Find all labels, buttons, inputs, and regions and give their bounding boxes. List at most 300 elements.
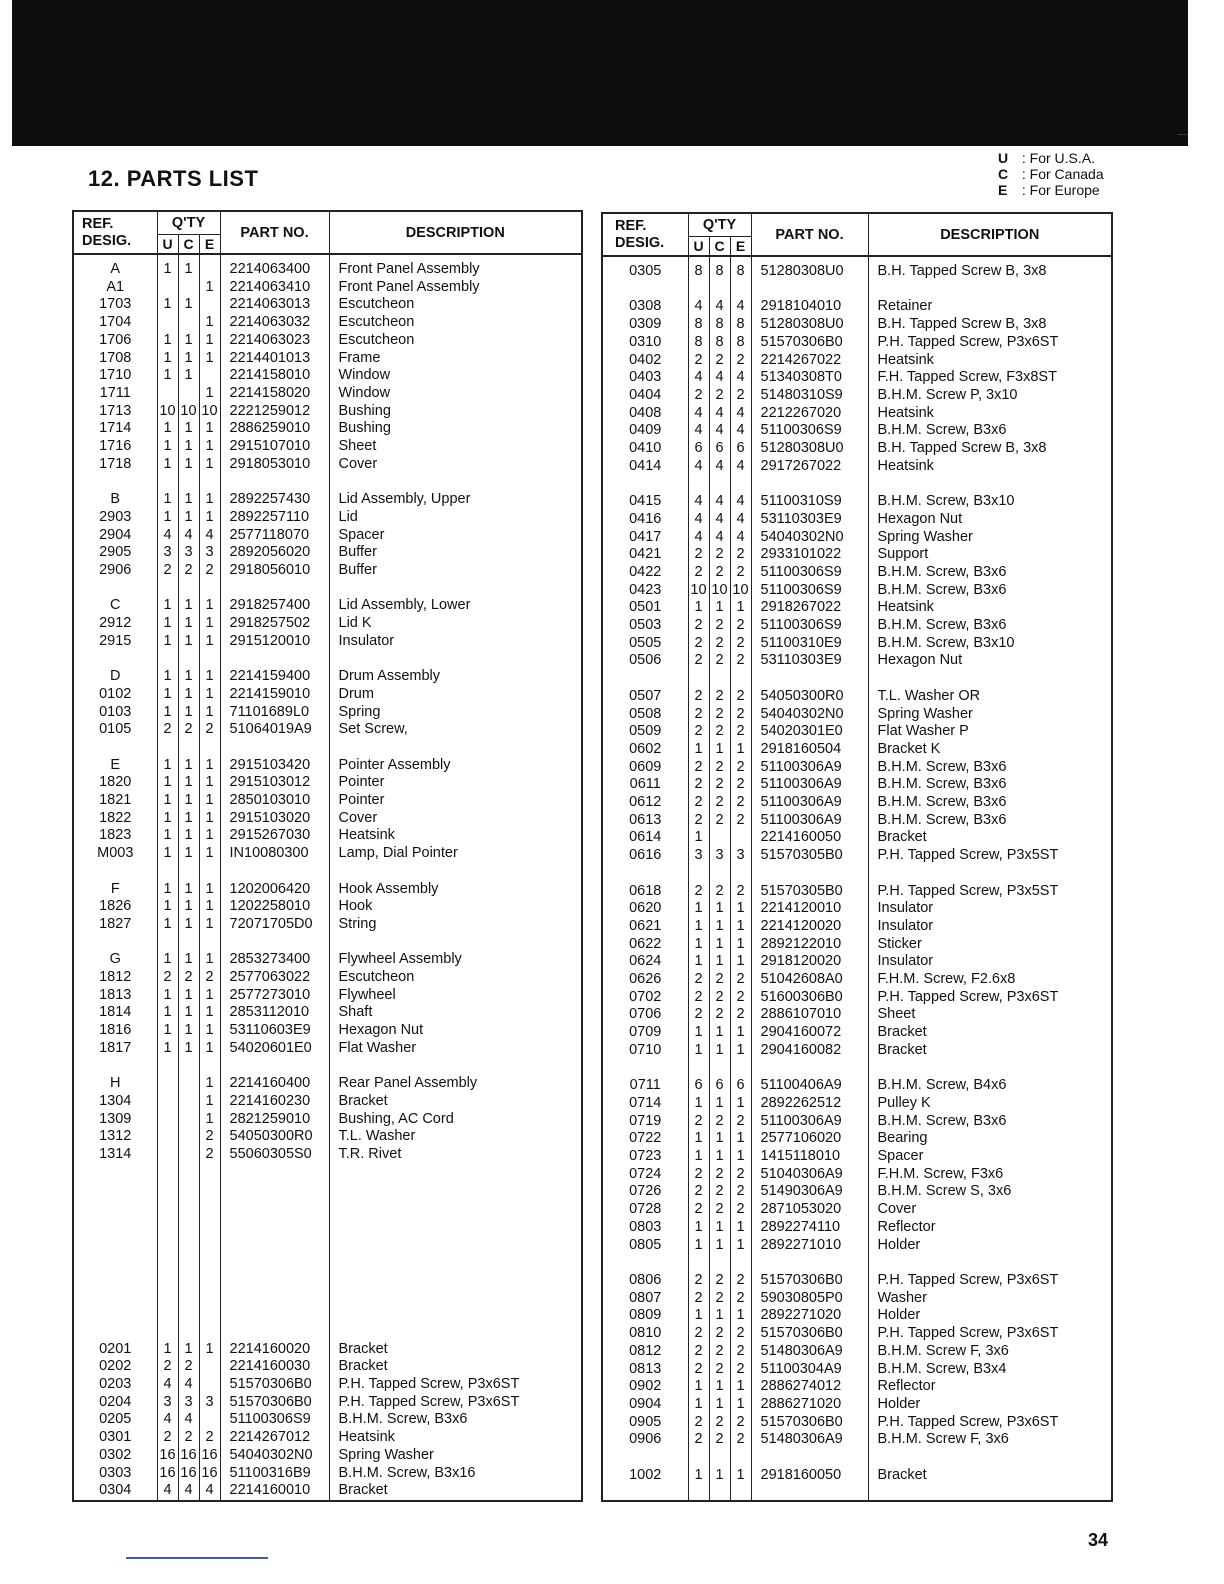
- filler-cell: [329, 1500, 582, 1501]
- spacer-row: [73, 1270, 582, 1288]
- part-no-cell: 2892262512: [751, 1095, 868, 1113]
- part-no-cell: 54050300R0: [751, 688, 868, 706]
- part-no-cell: 2892122010: [751, 936, 868, 954]
- qty-u-cell: 2: [688, 635, 709, 653]
- part-no-cell: 54020301E0: [751, 723, 868, 741]
- qty-u-cell: 2: [688, 352, 709, 370]
- parts-row: [73, 509, 582, 527]
- part-no-cell: [220, 1235, 329, 1253]
- qty-e-cell: 1: [199, 279, 220, 297]
- qty-u-cell: 1: [157, 491, 178, 509]
- qty-e-cell: 2: [730, 989, 751, 1007]
- part-no-cell: [220, 1199, 329, 1217]
- qty-u-cell: 2: [688, 1183, 709, 1201]
- ref-desig-cell: 1710: [73, 367, 157, 385]
- ref-desig-cell: 0726: [602, 1183, 688, 1201]
- ref-desig-cell: 1826: [73, 898, 157, 916]
- description-cell: Cover: [329, 810, 582, 828]
- section-title: 12. PARTS LIST: [88, 166, 259, 191]
- qty-u-cell: 1: [157, 898, 178, 916]
- filler-cell: [602, 1484, 688, 1501]
- part-no-cell: 51570306B0: [220, 1394, 329, 1412]
- description-cell: Hook: [329, 898, 582, 916]
- part-no-cell: 51064019A9: [220, 721, 329, 739]
- part-no-cell: 51100306A9: [751, 812, 868, 830]
- qty-e-cell: 1: [199, 916, 220, 934]
- qty-e-cell: 1: [199, 1022, 220, 1040]
- qty-c-cell: 1: [709, 1467, 730, 1485]
- qty-u-cell: 2: [688, 759, 709, 777]
- ref-desig-cell: 0620: [602, 900, 688, 918]
- qty-e-cell: 4: [730, 369, 751, 387]
- qty-c-cell: [709, 475, 730, 493]
- qty-e-cell: 2: [730, 1361, 751, 1379]
- qty-u-cell: 1: [157, 438, 178, 456]
- description-cell: [868, 281, 1112, 299]
- parts-row: [73, 1093, 582, 1111]
- ref-desig-header: [602, 213, 688, 256]
- description-cell: B.H.M. Screw, B3x4: [868, 1361, 1112, 1379]
- qty-c-cell: 2: [709, 1113, 730, 1131]
- qty-c-cell: 4: [709, 298, 730, 316]
- qty-c-cell: [178, 1217, 199, 1235]
- ref-desig-cell: 0422: [602, 564, 688, 582]
- qty-u-cell: 1: [157, 597, 178, 615]
- qty-u-cell: 1: [688, 1148, 709, 1166]
- ref-desig-cell: 1820: [73, 774, 157, 792]
- ref-desig-cell: 0105: [73, 721, 157, 739]
- description-header: DESCRIPTION: [329, 211, 582, 254]
- ref-desig-cell: 1812: [73, 969, 157, 987]
- parts-row: [73, 597, 582, 615]
- legend-code: E: [998, 182, 1008, 198]
- part-no-cell: 2853112010: [220, 1004, 329, 1022]
- qty-c-cell: 1: [178, 810, 199, 828]
- qty-u-cell: [157, 580, 178, 598]
- ref-desig-cell: 1708: [73, 350, 157, 368]
- ref-desig-cell: 2915: [73, 633, 157, 651]
- ref-desig-cell: 0403: [602, 369, 688, 387]
- qty-e-cell: 1: [199, 615, 220, 633]
- qty-c-cell: 1: [709, 936, 730, 954]
- part-no-cell: 51570306B0: [751, 1325, 868, 1343]
- description-cell: Pointer Assembly: [329, 757, 582, 775]
- description-cell: Rear Panel Assembly: [329, 1075, 582, 1093]
- ref-desig-cell: 0421: [602, 546, 688, 564]
- description-cell: [329, 1305, 582, 1323]
- qty-e-cell: 2: [199, 562, 220, 580]
- description-cell: [329, 1058, 582, 1076]
- parts-row: [73, 1111, 582, 1129]
- qty-u-cell: 2: [688, 652, 709, 670]
- part-no-cell: 51570305B0: [751, 847, 868, 865]
- qty-u-cell: 1: [157, 916, 178, 934]
- part-no-cell: [220, 1323, 329, 1341]
- parts-row: [73, 420, 582, 438]
- part-no-cell: 51100310E9: [751, 635, 868, 653]
- description-cell: [329, 739, 582, 757]
- qty-u-cell: 8: [688, 256, 709, 281]
- ref-desig-cell: A: [73, 254, 157, 279]
- ref-desig-cell: 0205: [73, 1411, 157, 1429]
- qty-c-cell: [709, 829, 730, 847]
- ref-desig-cell: H: [73, 1075, 157, 1093]
- parts-row: [73, 1004, 582, 1022]
- ref-desig-cell: 0416: [602, 511, 688, 529]
- qty-u-cell: 2: [157, 721, 178, 739]
- qty-c-cell: 16: [178, 1465, 199, 1483]
- description-cell: Escutcheon: [329, 296, 582, 314]
- qty-u-cell: 6: [688, 1077, 709, 1095]
- parts-row: [73, 1482, 582, 1500]
- description-cell: B.H.M. Screw, B3x6: [868, 794, 1112, 812]
- qty-e-cell: [199, 580, 220, 598]
- qty-e-cell: [199, 650, 220, 668]
- part-no-cell: 54050300R0: [220, 1128, 329, 1146]
- description-cell: [329, 1252, 582, 1270]
- qty-e-cell: 1: [730, 599, 751, 617]
- parts-row: [602, 511, 1112, 529]
- qty-e-cell: 2: [199, 721, 220, 739]
- qty-c-cell: 3: [709, 847, 730, 865]
- description-cell: Flat Washer P: [868, 723, 1112, 741]
- part-no-cell: IN10080300: [220, 845, 329, 863]
- description-cell: Spring: [329, 704, 582, 722]
- description-cell: P.H. Tapped Screw, P3x5ST: [868, 847, 1112, 865]
- ref-desig-cell: 0402: [602, 352, 688, 370]
- qty-u-cell: 3: [157, 1394, 178, 1412]
- ref-desig-cell: 0710: [602, 1042, 688, 1060]
- qty-u-cell: 1: [157, 668, 178, 686]
- part-no-cell: [220, 580, 329, 598]
- part-no-cell: 54040302N0: [751, 529, 868, 547]
- parts-row: [73, 1429, 582, 1447]
- description-cell: B.H.M. Screw, B3x6: [868, 564, 1112, 582]
- parts-row: [602, 759, 1112, 777]
- qty-u-cell: [157, 650, 178, 668]
- qty-e-cell: [199, 1217, 220, 1235]
- part-no-cell: 2577063022: [220, 969, 329, 987]
- page-number: 34: [1088, 1530, 1109, 1550]
- part-no-cell: 51100304A9: [751, 1361, 868, 1379]
- ref-desig-cell: 0702: [602, 989, 688, 1007]
- part-no-cell: 53110303E9: [751, 652, 868, 670]
- filler-cell: [751, 1484, 868, 1501]
- parts-row: [602, 1113, 1112, 1131]
- spacer-row: [73, 1252, 582, 1270]
- part-no-cell: 2214120010: [751, 900, 868, 918]
- part-no-cell: 51570306B0: [751, 1272, 868, 1290]
- ref-desig-cell: 0813: [602, 1361, 688, 1379]
- qty-e-cell: [199, 254, 220, 279]
- qty-e-cell: [199, 1181, 220, 1199]
- qty-u-cell: 4: [157, 1376, 178, 1394]
- description-cell: Sticker: [868, 936, 1112, 954]
- qty-e-cell: 1: [199, 420, 220, 438]
- ref-desig-cell: 0616: [602, 847, 688, 865]
- description-cell: B.H.M. Screw, B3x6: [868, 776, 1112, 794]
- qty-c-header: C: [178, 235, 199, 255]
- part-no-cell: 51100306A9: [751, 776, 868, 794]
- description-cell: F.H. Tapped Screw, F3x8ST: [868, 369, 1112, 387]
- qty-c-header: C: [709, 237, 730, 257]
- qty-e-cell: 1: [730, 1237, 751, 1255]
- ref-desig-cell: [73, 1199, 157, 1217]
- part-no-cell: 51570306B0: [220, 1376, 329, 1394]
- ref-desig-cell: 0812: [602, 1343, 688, 1361]
- qty-u-cell: 1: [157, 254, 178, 279]
- qty-e-cell: 2: [730, 1183, 751, 1201]
- part-no-cell: 2214160230: [220, 1093, 329, 1111]
- part-no-cell: 2918120020: [751, 953, 868, 971]
- ref-header-line2: DESIG.: [82, 232, 132, 249]
- description-cell: Flat Washer: [329, 1040, 582, 1058]
- description-cell: Spacer: [329, 527, 582, 545]
- qty-u-cell: [157, 863, 178, 881]
- qty-c-cell: 2: [709, 1006, 730, 1024]
- parts-row: [73, 704, 582, 722]
- description-header: DESCRIPTION: [868, 213, 1112, 256]
- description-cell: Cover: [329, 456, 582, 474]
- qty-c-cell: 4: [709, 422, 730, 440]
- description-cell: Spring Washer: [329, 1447, 582, 1465]
- description-cell: B.H.M. Screw, B4x6: [868, 1077, 1112, 1095]
- description-cell: Drum: [329, 686, 582, 704]
- qty-c-cell: 2: [178, 1358, 199, 1376]
- description-cell: Cover: [868, 1201, 1112, 1219]
- part-no-cell: [220, 1217, 329, 1235]
- qty-u-cell: [157, 1164, 178, 1182]
- qty-u-cell: 2: [688, 1290, 709, 1308]
- parts-row: [602, 652, 1112, 670]
- description-cell: [329, 1181, 582, 1199]
- parts-row: [602, 1290, 1112, 1308]
- qty-c-cell: 1: [178, 1341, 199, 1359]
- parts-row: [73, 1447, 582, 1465]
- qty-e-cell: 2: [730, 617, 751, 635]
- part-no-cell: 51280308U0: [751, 256, 868, 281]
- part-no-cell: 2933101022: [751, 546, 868, 564]
- part-no-cell: [220, 739, 329, 757]
- qty-e-cell: 1: [730, 1095, 751, 1113]
- parts-table-left: [72, 210, 583, 1502]
- qty-e-cell: 2: [730, 794, 751, 812]
- parts-row: [73, 1341, 582, 1359]
- ref-desig-cell: 1703: [73, 296, 157, 314]
- qty-e-header: E: [199, 235, 220, 255]
- qty-c-cell: 1: [178, 792, 199, 810]
- parts-row: [602, 971, 1112, 989]
- part-no-cell: [220, 1305, 329, 1323]
- part-no-cell: 2214063032: [220, 314, 329, 332]
- qty-e-cell: 2: [730, 352, 751, 370]
- ref-desig-cell: D: [73, 668, 157, 686]
- description-cell: Reflector: [868, 1378, 1112, 1396]
- parts-row: [602, 1024, 1112, 1042]
- parts-row: [602, 256, 1112, 281]
- qty-header: Q'TY: [688, 213, 751, 237]
- description-cell: B.H.M. Screw, B3x6: [868, 582, 1112, 600]
- ref-desig-cell: [602, 281, 688, 299]
- qty-e-cell: 4: [730, 529, 751, 547]
- qty-c-cell: 1: [709, 1095, 730, 1113]
- ref-desig-cell: 0202: [73, 1358, 157, 1376]
- part-no-cell: 51042608A0: [751, 971, 868, 989]
- parts-row: [602, 440, 1112, 458]
- qty-c-cell: 1: [178, 1022, 199, 1040]
- qty-e-cell: 2: [730, 883, 751, 901]
- ref-desig-cell: 0806: [602, 1272, 688, 1290]
- qty-e-cell: 2: [730, 387, 751, 405]
- ref-desig-cell: 0423: [602, 582, 688, 600]
- qty-u-cell: 2: [688, 1361, 709, 1379]
- parts-row: [73, 916, 582, 934]
- qty-e-cell: 1: [199, 1004, 220, 1022]
- qty-u-cell: 2: [688, 1343, 709, 1361]
- part-no-cell: [220, 1252, 329, 1270]
- ref-desig-cell: 0723: [602, 1148, 688, 1166]
- qty-c-cell: 2: [709, 883, 730, 901]
- qty-c-cell: 1: [178, 987, 199, 1005]
- description-cell: Shaft: [329, 1004, 582, 1022]
- qty-u-cell: 1: [688, 1024, 709, 1042]
- description-cell: T.R. Rivet: [329, 1146, 582, 1164]
- qty-c-cell: 10: [178, 403, 199, 421]
- ref-desig-cell: 0410: [602, 440, 688, 458]
- ref-desig-cell: 1716: [73, 438, 157, 456]
- qty-e-cell: 1: [199, 385, 220, 403]
- description-cell: Front Panel Assembly: [329, 254, 582, 279]
- filler-cell: [157, 1500, 178, 1501]
- qty-e-cell: [199, 1376, 220, 1394]
- ref-desig-cell: 0906: [602, 1431, 688, 1449]
- qty-e-cell: [199, 863, 220, 881]
- qty-c-cell: 2: [709, 989, 730, 1007]
- top-black-band: [12, 0, 1188, 146]
- qty-c-cell: 2: [178, 562, 199, 580]
- part-no-cell: 51570305B0: [751, 883, 868, 901]
- qty-e-cell: 1: [730, 1467, 751, 1485]
- qty-c-cell: 1: [709, 1237, 730, 1255]
- parts-row: [73, 562, 582, 580]
- ref-desig-cell: 0724: [602, 1166, 688, 1184]
- filler-cell: [709, 1484, 730, 1501]
- qty-e-cell: 1: [730, 1024, 751, 1042]
- parts-row: [73, 491, 582, 509]
- description-cell: Set Screw,: [329, 721, 582, 739]
- parts-row: [602, 1325, 1112, 1343]
- parts-row: [73, 296, 582, 314]
- description-cell: Bearing: [868, 1130, 1112, 1148]
- qty-u-cell: 1: [688, 599, 709, 617]
- qty-c-cell: [178, 739, 199, 757]
- ref-desig-cell: 0303: [73, 1465, 157, 1483]
- description-cell: Lid Assembly, Lower: [329, 597, 582, 615]
- ref-desig-cell: 0609: [602, 759, 688, 777]
- description-cell: P.H. Tapped Screw, P3x6ST: [868, 989, 1112, 1007]
- qty-u-cell: 1: [157, 1040, 178, 1058]
- part-no-cell: 51480306A9: [751, 1431, 868, 1449]
- parts-row: [602, 1042, 1112, 1060]
- part-no-cell: 54040302N0: [751, 706, 868, 724]
- parts-row: [602, 883, 1112, 901]
- qty-e-cell: 6: [730, 440, 751, 458]
- description-cell: P.H. Tapped Screw, P3x6ST: [329, 1394, 582, 1412]
- parts-row: [602, 422, 1112, 440]
- qty-u-cell: 1: [157, 845, 178, 863]
- qty-c-cell: [178, 1058, 199, 1076]
- qty-e-cell: [199, 296, 220, 314]
- qty-u-cell: 8: [688, 334, 709, 352]
- description-cell: Buffer: [329, 562, 582, 580]
- qty-e-cell: 3: [730, 847, 751, 865]
- description-cell: Front Panel Assembly: [329, 279, 582, 297]
- qty-c-cell: 4: [178, 1411, 199, 1429]
- part-no-cell: 2917267022: [751, 458, 868, 476]
- qty-c-cell: 1: [709, 741, 730, 759]
- parts-row: [602, 493, 1112, 511]
- qty-u-cell: 1: [688, 1095, 709, 1113]
- spacer-row: [73, 1181, 582, 1199]
- parts-row: [602, 953, 1112, 971]
- filler-cell: [868, 1484, 1112, 1501]
- part-no-cell: [751, 1060, 868, 1078]
- qty-u-cell: 1: [157, 827, 178, 845]
- description-cell: Holder: [868, 1237, 1112, 1255]
- description-cell: [329, 1323, 582, 1341]
- qty-e-cell: 4: [730, 458, 751, 476]
- qty-e-cell: 1: [730, 1307, 751, 1325]
- qty-e-cell: 2: [730, 1166, 751, 1184]
- parts-row: [73, 881, 582, 899]
- country-legend: [998, 150, 1104, 198]
- qty-u-cell: 1: [688, 1307, 709, 1325]
- ref-desig-cell: 0626: [602, 971, 688, 989]
- qty-u-cell: [157, 1181, 178, 1199]
- description-cell: Drum Assembly: [329, 668, 582, 686]
- description-cell: Bracket K: [868, 741, 1112, 759]
- description-cell: Washer: [868, 1290, 1112, 1308]
- qty-u-cell: 16: [157, 1465, 178, 1483]
- ref-desig-cell: 0809: [602, 1307, 688, 1325]
- part-no-cell: 72071705D0: [220, 916, 329, 934]
- qty-u-cell: 1: [688, 1042, 709, 1060]
- spacer-row: [602, 1449, 1112, 1467]
- part-no-cell: [751, 281, 868, 299]
- legend-code: C: [998, 166, 1009, 182]
- description-cell: Insulator: [868, 953, 1112, 971]
- parts-row: [602, 1219, 1112, 1237]
- part-no-cell: 2214160030: [220, 1358, 329, 1376]
- qty-c-cell: 1: [178, 509, 199, 527]
- description-cell: F.H.M. Screw, F2.6x8: [868, 971, 1112, 989]
- qty-u-cell: 2: [688, 546, 709, 564]
- ref-desig-cell: [73, 1235, 157, 1253]
- part-no-cell: 51280308U0: [751, 316, 868, 334]
- spacer-row: [602, 475, 1112, 493]
- qty-e-cell: 6: [730, 1077, 751, 1095]
- qty-c-cell: 2: [178, 1429, 199, 1447]
- parts-row: [73, 1358, 582, 1376]
- qty-e-cell: 2: [730, 971, 751, 989]
- qty-c-cell: 2: [178, 721, 199, 739]
- ref-desig-cell: [73, 1252, 157, 1270]
- parts-row: [602, 617, 1112, 635]
- qty-c-cell: 4: [178, 527, 199, 545]
- parts-row: [602, 1343, 1112, 1361]
- ref-desig-cell: 0310: [602, 334, 688, 352]
- qty-e-cell: 2: [730, 776, 751, 794]
